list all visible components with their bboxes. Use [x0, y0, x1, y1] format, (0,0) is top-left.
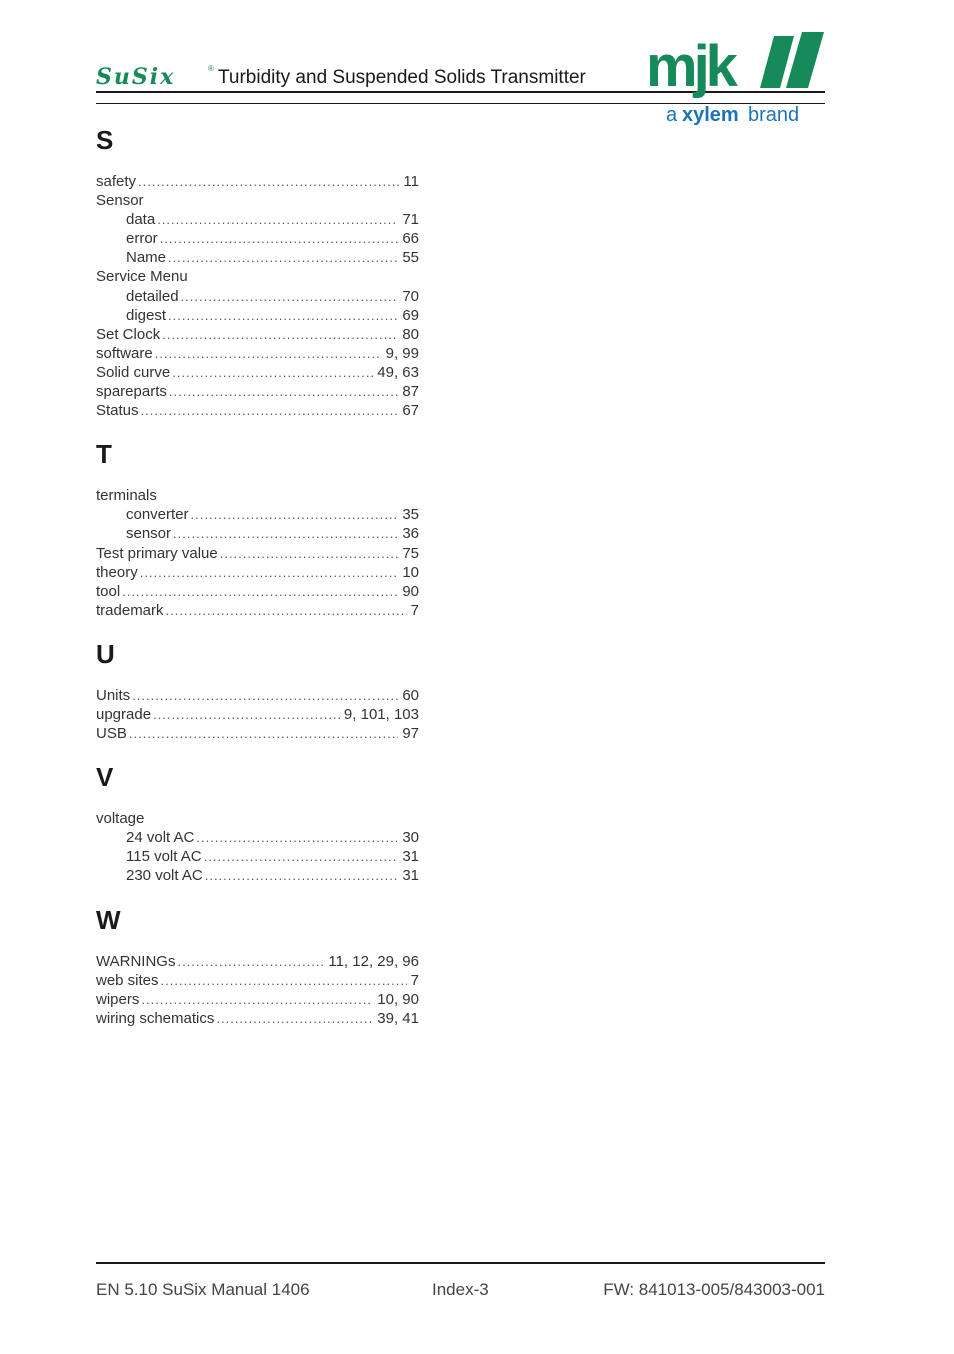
page-refs: 9, 99: [385, 344, 419, 362]
dot-leader: [204, 847, 399, 866]
index-subentry: [96, 828, 419, 847]
dot-leader: [181, 287, 399, 306]
page-refs: 97: [402, 725, 419, 743]
index-subentry: [96, 248, 419, 267]
index-section-u: [96, 634, 419, 743]
page-refs: 39, 41: [377, 1009, 419, 1027]
index-section-w: [96, 900, 419, 1028]
page-refs: 31: [402, 848, 419, 866]
index-entry: [96, 325, 419, 344]
page-refs: 36: [402, 525, 419, 543]
index-entry: [96, 267, 419, 286]
dot-leader: [177, 952, 324, 971]
dot-leader: [216, 1009, 373, 1028]
index-term: safety: [96, 173, 137, 190]
index-entry: [96, 382, 419, 401]
index-term: 115 volt AC: [126, 848, 202, 866]
index-entry: [96, 191, 419, 210]
index-entry: [96, 344, 419, 363]
index-term: USB: [96, 725, 127, 743]
index-entry: [96, 809, 419, 828]
index-section-t: [96, 434, 419, 620]
page-number: Index-3: [432, 1280, 489, 1299]
dot-leader: [168, 248, 398, 267]
page-refs: 69: [402, 306, 419, 324]
susix-brand-logo: SuSix: [96, 64, 176, 90]
dot-leader: [173, 524, 398, 543]
page-refs: 49, 63: [377, 363, 419, 381]
dot-leader: [157, 210, 398, 229]
index-entry: [96, 401, 419, 420]
dot-leader: [141, 401, 399, 420]
section-letter: S: [96, 125, 114, 155]
index-term: Solid curve: [96, 363, 171, 381]
index-entry: [96, 363, 419, 382]
index-term: software: [96, 344, 153, 362]
page-refs: 7: [410, 971, 419, 989]
page-footer: [96, 1262, 825, 1299]
dot-leader: [172, 363, 373, 382]
index-term: detailed: [126, 287, 179, 305]
index-term: web sites: [96, 971, 159, 989]
index-term: data: [126, 211, 156, 229]
section-letter: V: [96, 762, 114, 793]
index-entry: [96, 563, 419, 582]
index-entry: [96, 486, 419, 505]
index-term: 24 volt AC: [126, 829, 195, 847]
index-entry: [96, 724, 419, 743]
index-entry: [96, 686, 419, 705]
dot-leader: [169, 382, 398, 401]
index-entry: [96, 544, 419, 563]
dot-leader: [196, 828, 398, 847]
index-entry: [96, 971, 419, 990]
index-term: spareparts: [96, 383, 167, 401]
page-refs: 11: [403, 173, 419, 190]
index-term: 230 volt AC: [126, 867, 203, 885]
index-term: Set Clock: [96, 325, 161, 343]
dot-leader: [161, 971, 407, 990]
section-letter: T: [96, 439, 112, 470]
page-refs: 71: [402, 211, 419, 229]
index-entry: [96, 952, 419, 971]
section-letter: W: [96, 904, 121, 935]
dot-leader: [166, 601, 407, 620]
index-term: wiring schematics: [96, 1009, 215, 1027]
page-refs: 80: [402, 325, 419, 343]
page-refs: 60: [402, 686, 419, 704]
index-term: WARNINGs: [96, 952, 176, 970]
index-entry: [96, 601, 419, 620]
index-section-v: [96, 757, 419, 885]
page-header: [96, 30, 825, 130]
tagline-a: a: [666, 104, 678, 126]
dot-leader: [129, 724, 398, 743]
page-refs: 87: [402, 383, 419, 401]
manual-version: EN 5.10 SuSix Manual 1406: [96, 1280, 310, 1299]
index-term: error: [126, 230, 158, 248]
tagline-brand: brand: [748, 104, 800, 126]
index-subentry: [96, 847, 419, 866]
dot-leader: [140, 563, 399, 582]
dot-leader: [168, 306, 398, 325]
index-term: voltage: [96, 810, 145, 828]
dot-leader: [153, 705, 340, 724]
index-subentry: [96, 229, 419, 248]
index-term: digest: [126, 306, 167, 324]
page-refs: 90: [402, 582, 419, 600]
mjk-logo-text: mjk: [646, 34, 734, 99]
index-term: terminals: [96, 487, 157, 505]
registered-mark: ®: [208, 64, 214, 73]
index-term: Service Menu: [96, 268, 188, 286]
page-refs: 67: [402, 402, 419, 420]
dot-leader: [141, 990, 373, 1009]
index-entry: [96, 1009, 419, 1028]
page-refs: 75: [402, 544, 419, 562]
index-entry: [96, 582, 419, 601]
index-term: converter: [126, 506, 189, 524]
index-entry: [96, 990, 419, 1009]
index-term: Units: [96, 686, 131, 704]
document-title: Turbidity and Suspended Solids Transmitter: [218, 67, 586, 88]
dot-leader: [205, 866, 399, 885]
mjk-xylem-logo: [644, 30, 828, 130]
index-subentry: [96, 210, 419, 229]
index-entry: [96, 705, 419, 724]
tagline-xylem: xylem: [682, 104, 739, 126]
index-term: Name: [126, 249, 167, 267]
page-refs: 9, 101, 103: [343, 705, 419, 723]
index-term: wipers: [96, 990, 140, 1008]
footer-rule: [96, 1262, 825, 1264]
index-subentry: [96, 287, 419, 306]
dot-leader: [132, 686, 398, 705]
index-subentry: [96, 306, 419, 325]
index-column: [96, 120, 419, 1028]
firmware-version: FW: 841013-005/843003-001: [603, 1280, 825, 1299]
page-refs: 35: [402, 506, 419, 524]
index-term: sensor: [126, 525, 172, 543]
index-term: trademark: [96, 601, 164, 619]
page-refs: 70: [402, 287, 419, 305]
page-refs: 10, 90: [377, 990, 419, 1008]
index-term: theory: [96, 563, 138, 581]
dot-leader: [220, 544, 399, 563]
page-refs: 11, 12, 29, 96: [328, 952, 419, 970]
dot-leader: [160, 229, 399, 248]
index-entry: [96, 172, 419, 191]
page-refs: 55: [402, 249, 419, 267]
index-term: Sensor: [96, 192, 144, 210]
index-term: upgrade: [96, 705, 152, 723]
dot-leader: [122, 582, 398, 601]
dot-leader: [191, 505, 399, 524]
section-letter: U: [96, 638, 115, 669]
index-term: Test primary value: [96, 544, 218, 562]
index-subentry: [96, 866, 419, 885]
index-section-s: [96, 120, 419, 420]
dot-leader: [155, 344, 382, 363]
page-refs: 31: [402, 867, 419, 885]
page-refs: 30: [402, 829, 419, 847]
index-term: Status: [96, 402, 139, 420]
page-refs: 10: [402, 563, 419, 581]
dot-leader: [138, 172, 399, 191]
page-refs: 66: [402, 230, 419, 248]
dot-leader: [162, 325, 398, 344]
index-subentry: [96, 505, 419, 524]
index-term: tool: [96, 582, 121, 600]
page-refs: 7: [410, 601, 419, 619]
index-subentry: [96, 524, 419, 543]
